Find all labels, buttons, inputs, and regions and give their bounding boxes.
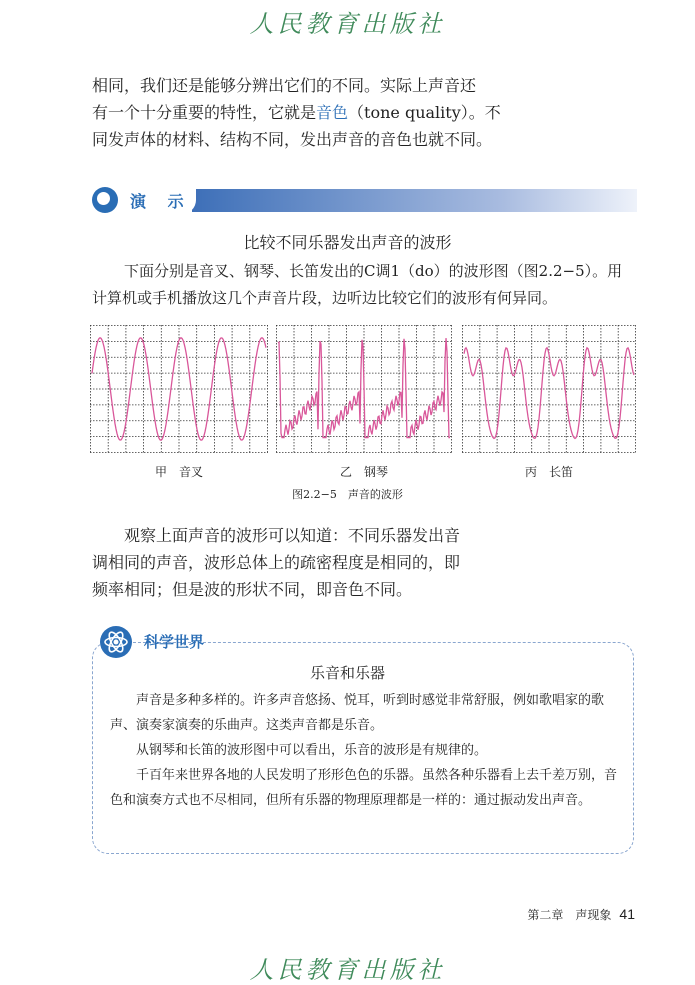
text-line: 下面分别是音叉、钢琴、长笛发出的C调1（do）的波形图（图2.2−5）。用: [124, 262, 623, 280]
text-line: 频率相同；但是波的形状不同，即音色不同。: [92, 580, 413, 599]
header-gradient-bar: [192, 189, 637, 212]
demo-section-header: [92, 186, 637, 214]
atom-icon: [100, 626, 132, 658]
publisher-logo-bottom: 人民教育出版社: [249, 956, 446, 984]
paragraph: 千百年来世界各地的人民发明了形形色色的乐器。虽然各种乐器看上去千差万别，音色和演奏方式也不尽相同，但所有乐器的物理原理都是一样的：通过振动发出声音。: [110, 768, 618, 808]
text-line: 观察上面声音的波形可以知道：不同乐器发出音: [124, 526, 461, 545]
demo-paragraph: [92, 258, 637, 312]
text-line: 计算机或手机播放这几个声音片段，边听边比较它们的波形有何异同。: [92, 289, 558, 307]
page-footer: [527, 906, 635, 923]
publisher-logo-top: 人民教育出版社: [249, 10, 446, 38]
science-world-label: 科学世界: [144, 633, 205, 651]
paragraph: 从钢琴和长笛的波形图中可以看出，乐音的波形是有规律的。: [110, 743, 488, 758]
text-line: 同发声体的材料、结构不同，发出声音的音色也就不同。: [92, 130, 493, 149]
caption-tuning-fork: 甲 音叉: [154, 465, 203, 479]
text-line: 有一个十分重要的特性，它就是: [92, 103, 317, 122]
science-world-title: 乐音和乐器: [309, 664, 385, 682]
demo-title: 比较不同乐器发出声音的波形: [243, 233, 452, 252]
observation-paragraph: [92, 522, 612, 603]
paragraph: 声音是多种多样的。许多声音悠扬、悦耳，听到时感觉非常舒服，例如歌唱家的歌声、演奏家演奏的乐曲声。这类声音都是乐音。: [110, 693, 605, 733]
intro-paragraph: [92, 72, 612, 153]
caption-flute: 丙 长笛: [524, 465, 573, 479]
magnifier-icon: [92, 187, 118, 213]
chapter-label: 第二章 声现象: [527, 908, 612, 922]
caption-piano: 乙 钢琴: [339, 465, 388, 479]
waveform-tuning-fork: [90, 325, 268, 453]
science-world-text: [110, 688, 625, 813]
demo-label: 演 示: [130, 192, 192, 211]
waveform-flute: [462, 325, 636, 453]
page-number: 41: [619, 906, 635, 922]
text-line: 相同，我们还是能够分辨出它们的不同。实际上声音还: [92, 76, 477, 95]
waveform-piano: [276, 325, 452, 453]
text-line: （tone quality）。不: [348, 103, 501, 122]
figure-caption: 图2.2−5 声音的波形: [292, 488, 403, 501]
science-world-header: [100, 626, 205, 658]
term-timbre: 音色: [316, 103, 349, 122]
text-line: 调相同的声音，波形总体上的疏密程度是相同的，即: [92, 553, 461, 572]
